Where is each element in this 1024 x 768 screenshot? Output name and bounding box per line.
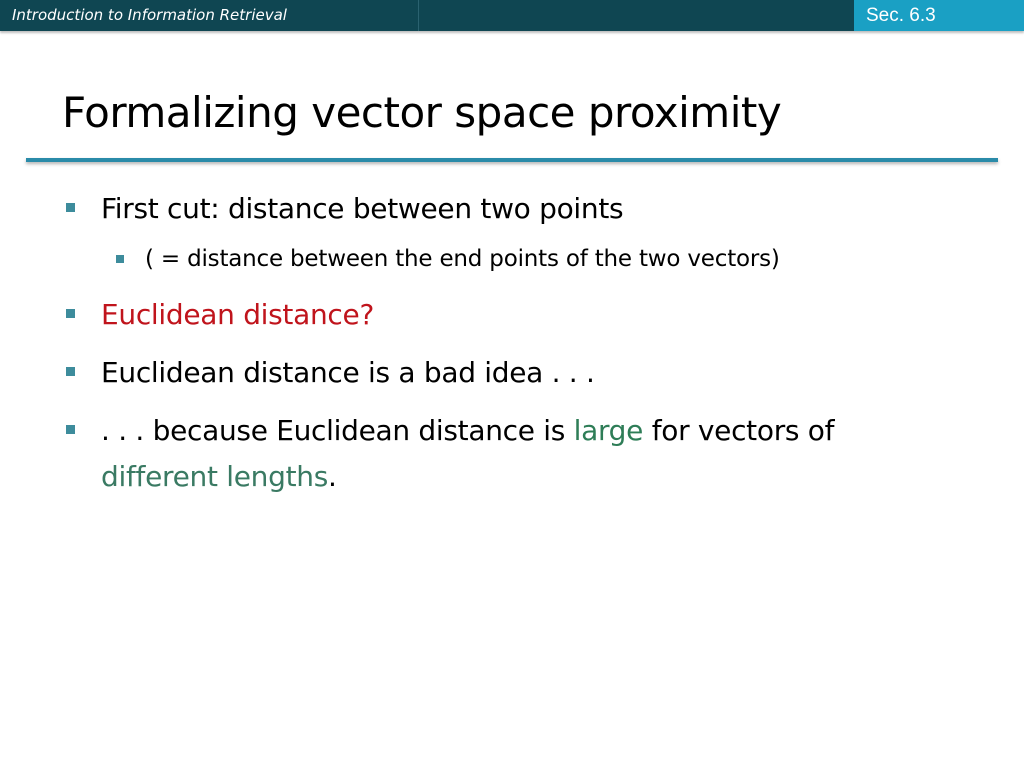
bullet-euclidean-question: Euclidean distance?: [101, 298, 375, 331]
sub-bullet-end-points: ( = distance between the end points of the two vectors): [145, 246, 780, 272]
bullet-because-period: .: [327, 460, 337, 493]
bullet-marker-icon: [66, 367, 75, 376]
bullet-because-tail: for vectors of: [643, 414, 835, 447]
bullet-because-line2: [101, 460, 337, 493]
course-title: Introduction to Information Retrieval: [12, 6, 287, 24]
bullet-marker-icon: [66, 309, 75, 318]
emphasis-large: large: [573, 414, 644, 447]
slide-title: Formalizing vector space proximity: [62, 88, 782, 137]
bullet-marker-icon: [66, 203, 75, 212]
emphasis-different-lengths: different lengths: [101, 460, 328, 493]
header-divider: [418, 0, 419, 31]
bullet-marker-icon: [66, 425, 75, 434]
bullet-because-line1: [101, 414, 834, 447]
header-bar: [0, 0, 1024, 31]
bullet-bad-idea: Euclidean distance is a bad idea . . .: [101, 356, 595, 389]
section-label: Sec. 6.3: [866, 5, 936, 26]
bullet-because-text: . . . because Euclidean distance is: [101, 414, 574, 447]
section-badge: [854, 0, 1024, 31]
sub-bullet-marker-icon: [116, 255, 124, 263]
title-underline: [26, 158, 998, 162]
bullet-first-cut: First cut: distance between two points: [101, 192, 624, 225]
